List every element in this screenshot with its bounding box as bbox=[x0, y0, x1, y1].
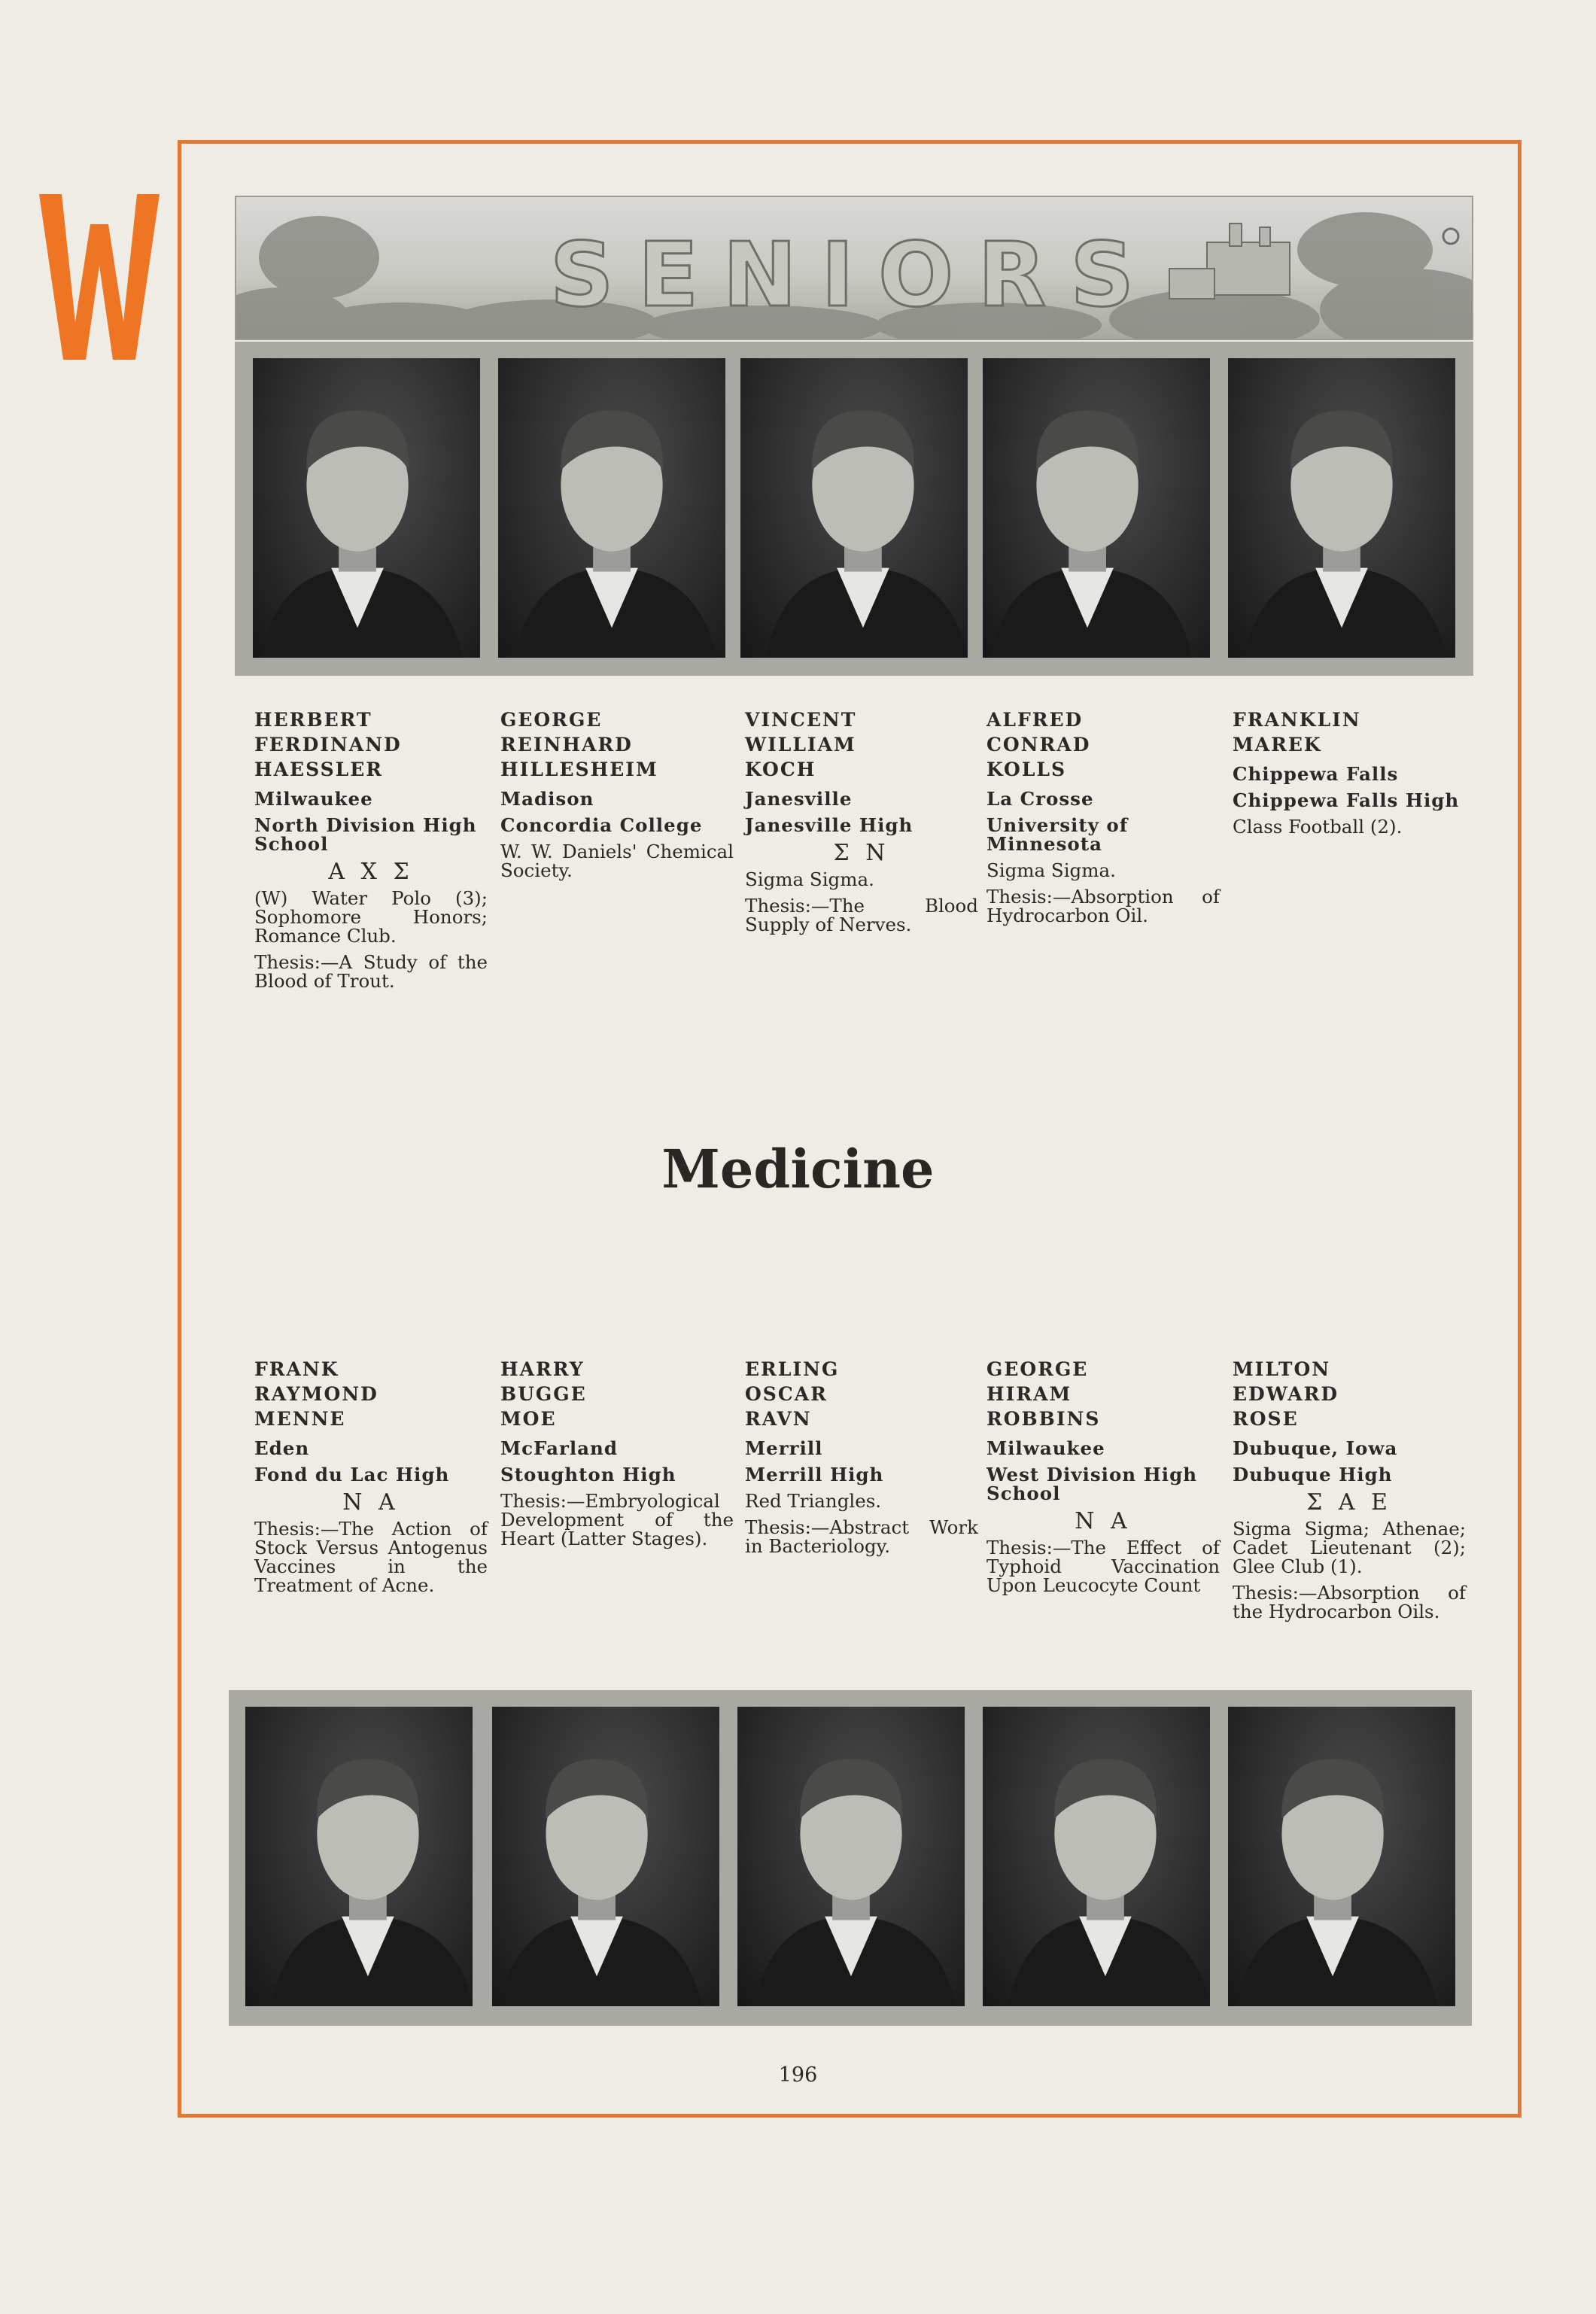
senior-name: VINCENT WILLIAM KOCH bbox=[745, 709, 857, 780]
portrait-photo bbox=[498, 358, 725, 658]
activities: Sigma Sigma; Athenae; Cadet Lieutenant (2); Glee Club (1). bbox=[1233, 1518, 1466, 1577]
senior-entry-menne bbox=[254, 1357, 488, 1595]
activities: Class Football (2). bbox=[1233, 816, 1403, 838]
portrait-figure bbox=[253, 358, 480, 658]
page-number: 196 bbox=[778, 2063, 818, 2087]
hometown: Merrill bbox=[745, 1437, 823, 1459]
hometown: Milwaukee bbox=[986, 1437, 1105, 1459]
fraternity-letters: Σ Α Ε bbox=[1306, 1489, 1392, 1516]
bottom-photo-strip bbox=[229, 1690, 1472, 2026]
senior-name: GEORGE REINHARD HILLESHEIM bbox=[500, 709, 658, 780]
portrait-figure bbox=[498, 358, 725, 658]
portrait-photo bbox=[245, 1707, 473, 2006]
activities: W. W. Daniels' Chemical Society. bbox=[500, 841, 734, 881]
thesis: Thesis:—The Effect of Typhoid Vaccination Upon Leucocyte Count bbox=[986, 1537, 1220, 1596]
portrait-figure bbox=[737, 1707, 965, 2006]
senior-entry-hillesheim bbox=[500, 707, 734, 880]
hometown: Dubuque, Iowa bbox=[1233, 1437, 1398, 1459]
portrait-photo bbox=[740, 358, 968, 658]
senior-entry-marek bbox=[1233, 707, 1466, 836]
thesis: Thesis:—The Action of Stock Versus Antogenus Vaccines in the Treatment of Acne. bbox=[254, 1518, 488, 1596]
activities: Sigma Sigma. bbox=[745, 868, 874, 890]
hometown: McFarland bbox=[500, 1437, 618, 1459]
senior-entry-robbins bbox=[986, 1357, 1220, 1595]
prior-school: Janesville High bbox=[745, 814, 914, 836]
portrait-photo bbox=[983, 358, 1210, 658]
portrait-figure bbox=[1228, 1707, 1455, 2006]
top-photo-strip bbox=[235, 342, 1473, 676]
seniors-banner bbox=[235, 196, 1473, 340]
senior-name: GEORGE HIRAM ROBBINS bbox=[986, 1358, 1101, 1430]
portrait-figure bbox=[740, 358, 968, 658]
prior-school: Merrill High bbox=[745, 1464, 884, 1485]
senior-entry-koch bbox=[745, 707, 978, 934]
portrait-photo bbox=[737, 1707, 965, 2006]
portrait-figure bbox=[983, 1707, 1210, 2006]
prior-school: Dubuque High bbox=[1233, 1464, 1393, 1485]
portrait-figure bbox=[1228, 358, 1455, 658]
portrait-photo bbox=[1228, 1707, 1455, 2006]
banner-title: SENIORS bbox=[549, 223, 1159, 327]
thesis: Thesis:—Absorption of the Hydrocarbon Oils. bbox=[1233, 1582, 1466, 1622]
thesis: Thesis:—The Blood Supply of Nerves. bbox=[745, 895, 978, 935]
senior-name: ERLING OSCAR RAVN bbox=[745, 1358, 840, 1430]
activities: Sigma Sigma. bbox=[986, 859, 1116, 881]
portrait-figure bbox=[492, 1707, 719, 2006]
senior-name: HARRY BUGGE MOE bbox=[500, 1358, 587, 1430]
portrait-figure bbox=[983, 358, 1210, 658]
activities: Red Triangles. bbox=[745, 1490, 882, 1512]
senior-name: FRANKLIN MAREK bbox=[1233, 709, 1361, 756]
portrait-photo bbox=[983, 1707, 1210, 2006]
prior-school: Stoughton High bbox=[500, 1464, 676, 1485]
prior-school: Chippewa Falls High bbox=[1233, 789, 1460, 811]
prior-school: University of Minnesota bbox=[986, 814, 1129, 855]
senior-entry-rose bbox=[1233, 1357, 1466, 1621]
portrait-photo bbox=[1228, 358, 1455, 658]
fraternity-letters: Ν Α bbox=[1075, 1508, 1132, 1534]
section-title: Medicine bbox=[661, 1138, 935, 1200]
senior-entry-moe bbox=[500, 1357, 734, 1548]
portrait-photo bbox=[253, 358, 480, 658]
w-letter-mark bbox=[39, 194, 160, 360]
hometown: Eden bbox=[254, 1437, 310, 1459]
senior-entry-haessler bbox=[254, 707, 488, 990]
senior-entry-ravn bbox=[745, 1357, 978, 1555]
hometown: Janesville bbox=[745, 788, 853, 810]
fraternity-letters: Α Χ Σ bbox=[328, 859, 414, 885]
hometown: Chippewa Falls bbox=[1233, 763, 1399, 785]
fraternity-letters: Σ Ν bbox=[833, 840, 890, 866]
senior-name: FRANK RAYMOND MENNE bbox=[254, 1358, 378, 1430]
senior-name: ALFRED CONRAD KOLLS bbox=[986, 709, 1091, 780]
thesis: Thesis:—Abstract Work in Bacteriology. bbox=[745, 1516, 978, 1557]
portrait-figure bbox=[245, 1707, 473, 2006]
senior-name: MILTON EDWARD ROSE bbox=[1233, 1358, 1339, 1430]
prior-school: West Division High School bbox=[986, 1464, 1198, 1504]
thesis: Thesis:—Absorption of Hydrocarbon Oil. bbox=[986, 886, 1220, 926]
thesis: Thesis:—A Study of the Blood of Trout. bbox=[254, 951, 488, 992]
activities: (W) Water Polo (3); Sophomore Honors; Romance Club. bbox=[254, 887, 488, 947]
prior-school: North Division High School bbox=[254, 814, 477, 855]
senior-entry-kolls bbox=[986, 707, 1220, 925]
prior-school: Concordia College bbox=[500, 814, 703, 836]
thesis: Thesis:—Embryological Development of the Heart (Latter Stages). bbox=[500, 1490, 734, 1549]
hometown: Milwaukee bbox=[254, 788, 373, 810]
hometown: La Crosse bbox=[986, 788, 1094, 810]
senior-name: HERBERT FERDINAND HAESSLER bbox=[254, 709, 402, 780]
portrait-photo bbox=[492, 1707, 719, 2006]
fraternity-letters: Ν Α bbox=[342, 1489, 400, 1516]
prior-school: Fond du Lac High bbox=[254, 1464, 450, 1485]
hometown: Madison bbox=[500, 788, 594, 810]
